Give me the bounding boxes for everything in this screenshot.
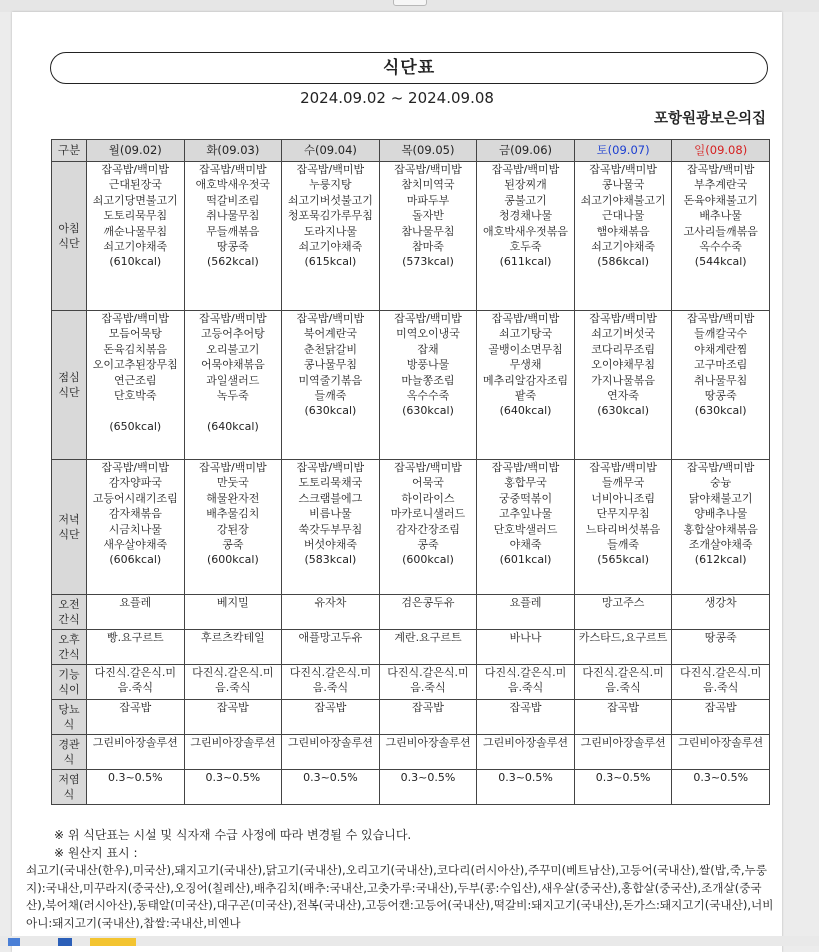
diabetic-cell-fri: 잡곡밥 [477,700,575,735]
row-label-diabetic-diet: 당뇨 식 [52,700,87,735]
diabetic-cell-thu: 잡곡밥 [379,700,477,735]
row-label-pm-snack: 오후 간식 [52,630,87,665]
am-snack-cell-sun: 생강차 [672,595,770,630]
dinner-cell-sun: 잡곡밥/백미밥 숭늉 닭야채불고기 양배추나물 홍합살야채볶음 조개살야채죽 (612kcal) [672,460,770,595]
diabetic-cell-wed: 잡곡밥 [282,700,380,735]
lunch-cell-tue: 잡곡밥/백미밥 고등어추어탕 오리불고기 어묵야채볶음 과일샐러드 녹두죽 (640kcal) [184,311,282,460]
tube-feeding-row [52,735,770,770]
day-header-thu: 목(09.05) [379,140,477,162]
lunch-cell-fri: 잡곡밥/백미밥 쇠고기탕국 골뱅이소면무침 무생채 메추리알감자조림 팥죽 (640kcal) [477,311,575,460]
low-salt-cell-fri: 0.3~0.5% [477,770,575,805]
dinner-cell-wed: 잡곡밥/백미밥 도토리묵채국 스크램블에그 비름나물 쑥갓두부무침 버섯야채죽 (583kcal) [282,460,380,595]
lunch-cell-wed: 잡곡밥/백미밥 북어계란국 춘천닭갈비 콩나물무침 미역줄기볶음 들깨죽 (630kcal) [282,311,380,460]
breakfast-cell-wed: 잡곡밥/백미밥 누룽지탕 쇠고기버섯불고기 청포묵김가루무침 도라지나물 쇠고기야채죽 (615kcal) [282,162,380,311]
menu-table [51,139,770,805]
origin-text: 쇠고기(국내산(한우),미국산),돼지고기(국내산),닭고기(국내산),오리고기(국내산),코다리(러시아산),주꾸미(베트남산),고등어(국내산),쌀(밥,죽,누룽지):국내산,미꾸라지(중국산),오징어(칠레산),배추김치(배추:국내산,고춧가루:국내산),두부(콩:수입산),새우살(중국산),홍합살(중국산),조개살(중국산),북어채(러시아산),동태알(미국산),대구곤(미국산),전복(국내산),고등어캔:고등어(국내산),떡갈비:돼지고기(국내산),돈가스:돼지고기(국내산),너비아니:돼지고기(국내산),찹쌀:국내산,비엔나 [26,863,774,931]
viewer-tab-handle[interactable] [393,0,427,6]
taskbar-folder-icon[interactable] [90,938,136,946]
taskbar-app-icon[interactable] [8,938,20,946]
pm-snack-cell-sat: 카스타드,요구르트 [574,630,672,665]
notes-block [54,827,774,862]
lunch-row [52,311,770,460]
low-salt-row [52,770,770,805]
pm-snack-cell-tue: 후르츠칵테일 [184,630,282,665]
pm-snack-row [52,630,770,665]
am-snack-cell-fri: 요플레 [477,595,575,630]
row-label-low-salt: 저염 식 [52,770,87,805]
corner-header: 구분 [52,140,87,162]
breakfast-cell-mon: 잡곡밥/백미밥 근대된장국 쇠고기당면불고기 도토리묵무침 깨순나물무침 쇠고기야채죽 (610kcal) [87,162,185,311]
pm-snack-cell-sun: 땅콩죽 [672,630,770,665]
tube-cell-fri: 그린비아장솔루션 [477,735,575,770]
day-header-tue: 화(09.03) [184,140,282,162]
functional-cell-mon: 다진식.갈은식.미음.죽식 [87,665,185,700]
dinner-cell-fri: 잡곡밥/백미밥 홍합무국 궁중떡볶이 고추잎나물 단호박샐러드 야채죽 (601kcal) [477,460,575,595]
breakfast-cell-sun: 잡곡밥/백미밥 부추계란국 돈육야채불고기 배추나물 고사리들깨볶음 옥수수죽 (544kcal) [672,162,770,311]
row-label-am-snack: 오전 간식 [52,595,87,630]
row-label-tube-feeding: 경관 식 [52,735,87,770]
tube-cell-thu: 그린비아장솔루션 [379,735,477,770]
diabetic-cell-tue: 잡곡밥 [184,700,282,735]
am-snack-cell-thu: 검은콩두유 [379,595,477,630]
menu-title: 식단표 [50,52,768,84]
menu-period: 2024.09.02 ~ 2024.09.08 [300,89,494,107]
low-salt-cell-sat: 0.3~0.5% [574,770,672,805]
am-snack-cell-wed: 유자차 [282,595,380,630]
functional-cell-fri: 다진식.갈은식.미음.죽식 [477,665,575,700]
tube-cell-sat: 그린비아장솔루션 [574,735,672,770]
low-salt-cell-tue: 0.3~0.5% [184,770,282,805]
pm-snack-cell-mon: 빵.요구르트 [87,630,185,665]
functional-diet-row [52,665,770,700]
functional-cell-sun: 다진식.갈은식.미음.죽식 [672,665,770,700]
origin-label: ※ 원산지 표시 : [54,845,138,860]
breakfast-cell-sat: 잡곡밥/백미밥 콩나물국 쇠고기야채불고기 근대나물 햄야채볶음 쇠고기야채죽 (586kcal) [574,162,672,311]
row-label-lunch: 점심 식단 [52,311,87,460]
row-label-functional-diet: 기능 식이 [52,665,87,700]
low-salt-cell-sun: 0.3~0.5% [672,770,770,805]
change-notice: ※ 위 식단표는 시설 및 식자재 수급 사정에 따라 변경될 수 있습니다. [54,828,412,842]
diabetic-cell-sun: 잡곡밥 [672,700,770,735]
lunch-cell-sun: 잡곡밥/백미밥 들깨칼국수 야채계란찜 고구마조림 취나물무침 땅콩죽 (630kcal) [672,311,770,460]
diabetic-cell-mon: 잡곡밥 [87,700,185,735]
day-header-sat: 토(09.07) [574,140,672,162]
breakfast-cell-fri: 잡곡밥/백미밥 된장찌개 콩불고기 청경채나물 애호박새우젓볶음 호두죽 (611kcal) [477,162,575,311]
taskbar-browser-icon[interactable] [58,938,72,946]
pm-snack-cell-wed: 애플망고두유 [282,630,380,665]
functional-cell-wed: 다진식.갈은식.미음.죽식 [282,665,380,700]
functional-cell-tue: 다진식.갈은식.미음.죽식 [184,665,282,700]
functional-cell-sat: 다진식.갈은식.미음.죽식 [574,665,672,700]
tube-cell-tue: 그린비아장솔루션 [184,735,282,770]
dinner-cell-sat: 잡곡밥/백미밥 들깨무국 너비아니조림 단무지무침 느타리버섯볶음 들깨죽 (565kcal) [574,460,672,595]
dinner-cell-mon: 잡곡밥/백미밥 감자양파국 고등어시래기조림 감자채볶음 시금치나물 새우살야채죽 (606kcal) [87,460,185,595]
header-row [52,140,770,162]
lunch-cell-sat: 잡곡밥/백미밥 쇠고기버섯국 코다리무조림 오이야채무침 가지나물볶음 연자죽 (630kcal) [574,311,672,460]
low-salt-cell-mon: 0.3~0.5% [87,770,185,805]
am-snack-row [52,595,770,630]
document-page [12,12,782,952]
dinner-cell-thu: 잡곡밥/백미밥 어묵국 하이라이스 마카로니샐러드 감자간장조림 콩죽 (600kcal) [379,460,477,595]
breakfast-row [52,162,770,311]
row-label-dinner: 저녁 식단 [52,460,87,595]
low-salt-cell-thu: 0.3~0.5% [379,770,477,805]
pm-snack-cell-thu: 계란.요구르트 [379,630,477,665]
breakfast-cell-thu: 잡곡밥/백미밥 참치미역국 마파두부 돌자반 참나물무침 참마죽 (573kcal) [379,162,477,311]
lunch-cell-thu: 잡곡밥/백미밥 미역오이냉국 잡채 방풍나물 마늘쫑조림 옥수수죽 (630kcal) [379,311,477,460]
am-snack-cell-mon: 요플레 [87,595,185,630]
row-label-breakfast: 아침 식단 [52,162,87,311]
pm-snack-cell-fri: 바나나 [477,630,575,665]
breakfast-cell-tue: 잡곡밥/백미밥 애호박새우젓국 떡갈비조림 취나물무침 무들깨볶음 땅콩죽 (562kcal) [184,162,282,311]
day-header-fri: 금(09.06) [477,140,575,162]
tube-cell-mon: 그린비아장솔루션 [87,735,185,770]
lunch-cell-mon: 잡곡밥/백미밥 모듬어묵탕 돈육김치볶음 오이고추된장무침 연근조림 단호박죽 (650kcal) [87,311,185,460]
am-snack-cell-sat: 망고주스 [574,595,672,630]
low-salt-cell-wed: 0.3~0.5% [282,770,380,805]
am-snack-cell-tue: 베지밀 [184,595,282,630]
day-header-wed: 수(09.04) [282,140,380,162]
tube-cell-sun: 그린비아장솔루션 [672,735,770,770]
diabetic-diet-row [52,700,770,735]
dinner-row [52,460,770,595]
dinner-cell-tue: 잡곡밥/백미밥 만둣국 해물완자전 배추물김치 강된장 콩죽 (600kcal) [184,460,282,595]
functional-cell-thu: 다진식.갈은식.미음.죽식 [379,665,477,700]
facility-name: 포항원광보은의집 [653,111,766,127]
tube-cell-wed: 그린비아장솔루션 [282,735,380,770]
day-header-mon: 월(09.02) [87,140,185,162]
day-header-sun: 일(09.08) [672,140,770,162]
diabetic-cell-sat: 잡곡밥 [574,700,672,735]
